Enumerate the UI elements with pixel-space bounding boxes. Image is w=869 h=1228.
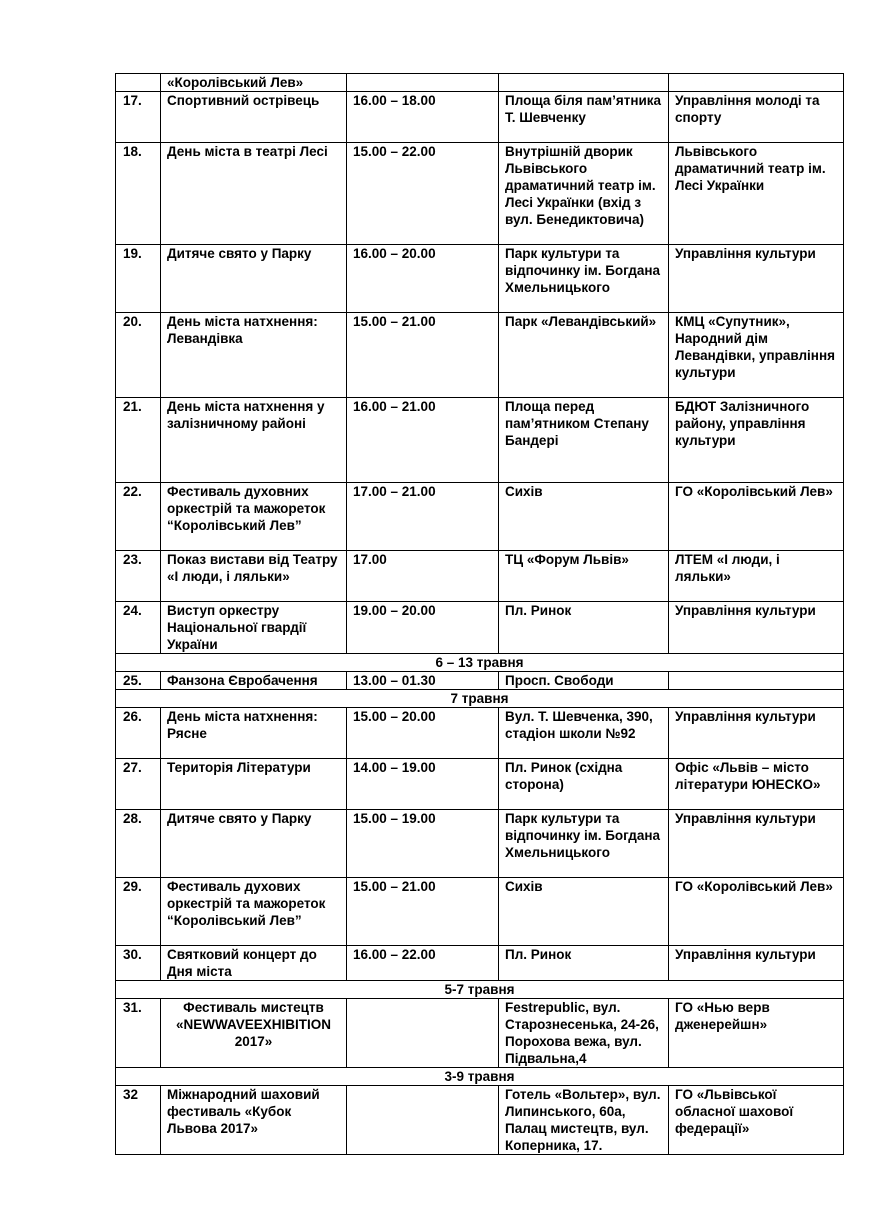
event-organizer-cell: Офіс «Львів – місто літератури ЮНЕСКО» xyxy=(669,759,844,810)
event-name-cell: Спортивний острівець xyxy=(161,92,347,143)
event-name-cell: День міста в театрі Лесі xyxy=(161,143,347,245)
event-organizer-cell: БДЮТ Залізничного району, управління культури xyxy=(669,398,844,483)
event-place-cell: Сихів xyxy=(499,878,669,946)
event-time-cell xyxy=(347,74,499,92)
event-name-cell: Фестиваль мистецтв «NEWWAVEEXHIBITION 2017» xyxy=(161,999,347,1068)
event-place-cell: Парк культури та відпочинку ім. Богдана Хмельницького xyxy=(499,810,669,878)
event-time-cell: 16.00 – 18.00 xyxy=(347,92,499,143)
event-place-cell: Вул. Т. Шевченка, 390, стадіон школи №92 xyxy=(499,708,669,759)
event-place-cell: Площа перед пам’ятником Степану Бандері xyxy=(499,398,669,483)
date-section-label: 3-9 травня xyxy=(116,1068,844,1086)
event-number-cell: 28. xyxy=(116,810,161,878)
event-name-cell: Фанзона Євробачення xyxy=(161,672,347,690)
event-time-cell: 17.00 xyxy=(347,551,499,602)
events-table xyxy=(115,73,844,1155)
event-time-cell: 16.00 – 21.00 xyxy=(347,398,499,483)
event-name-cell: Показ вистави від Театру «І люди, і ляльки» xyxy=(161,551,347,602)
event-time-cell: 15.00 – 22.00 xyxy=(347,143,499,245)
event-number-cell: 20. xyxy=(116,313,161,398)
date-section-row xyxy=(116,1068,844,1086)
event-row xyxy=(116,759,844,810)
event-row xyxy=(116,74,844,92)
event-number-cell: 18. xyxy=(116,143,161,245)
event-name-cell: «Королівський Лев» xyxy=(161,74,347,92)
event-time-cell xyxy=(347,999,499,1068)
event-place-cell xyxy=(499,74,669,92)
date-section-row xyxy=(116,690,844,708)
event-name-cell: Територія Літератури xyxy=(161,759,347,810)
event-name-cell: День міста натхнення у залізничному районі xyxy=(161,398,347,483)
event-row xyxy=(116,810,844,878)
event-row xyxy=(116,143,844,245)
event-organizer-cell: ГО «Нью верв дженерейшн» xyxy=(669,999,844,1068)
event-organizer-cell: ГО «Королівський Лев» xyxy=(669,483,844,551)
event-organizer-cell: Управління культури xyxy=(669,946,844,981)
event-organizer-cell: ГО «Львівської обласної шахової федерації» xyxy=(669,1086,844,1155)
event-place-cell: Просп. Свободи xyxy=(499,672,669,690)
event-number-cell: 26. xyxy=(116,708,161,759)
event-time-cell: 16.00 – 20.00 xyxy=(347,245,499,313)
event-number-cell: 30. xyxy=(116,946,161,981)
event-name-cell: Міжнародний шаховий фестиваль «Кубок Львова 2017» xyxy=(161,1086,347,1155)
event-name-cell: Святковий концерт до Дня міста xyxy=(161,946,347,981)
event-number-cell: 21. xyxy=(116,398,161,483)
date-section-row xyxy=(116,981,844,999)
event-row xyxy=(116,551,844,602)
event-organizer-cell: Управління культури xyxy=(669,810,844,878)
event-place-cell: Парк культури та відпочинку ім. Богдана Хмельницького xyxy=(499,245,669,313)
event-place-cell: Festrepublic, вул. Старознесенька, 24-26, Порохова вежа, вул. Підвальна,4 xyxy=(499,999,669,1068)
event-name-cell: Дитяче свято у Парку xyxy=(161,810,347,878)
event-time-cell: 17.00 – 21.00 xyxy=(347,483,499,551)
event-number-cell: 32 xyxy=(116,1086,161,1155)
event-number-cell xyxy=(116,74,161,92)
event-organizer-cell: Управління молоді та спорту xyxy=(669,92,844,143)
event-time-cell: 15.00 – 21.00 xyxy=(347,313,499,398)
event-name-cell: Фестиваль духових оркестрій та мажореток “Королівський Лев” xyxy=(161,878,347,946)
events-table-body xyxy=(116,74,844,1155)
event-number-cell: 17. xyxy=(116,92,161,143)
event-name-cell: Дитяче свято у Парку xyxy=(161,245,347,313)
date-section-row xyxy=(116,654,844,672)
event-place-cell: Пл. Ринок (східна сторона) xyxy=(499,759,669,810)
event-organizer-cell: ГО «Королівський Лев» xyxy=(669,878,844,946)
event-row xyxy=(116,1086,844,1155)
event-place-cell: ТЦ «Форум Львів» xyxy=(499,551,669,602)
date-section-label: 7 травня xyxy=(116,690,844,708)
event-organizer-cell: Управління культури xyxy=(669,245,844,313)
event-time-cell: 13.00 – 01.30 xyxy=(347,672,499,690)
event-row xyxy=(116,999,844,1068)
event-organizer-cell xyxy=(669,672,844,690)
event-organizer-cell: Управління культури xyxy=(669,602,844,654)
event-organizer-cell xyxy=(669,74,844,92)
event-time-cell: 19.00 – 20.00 xyxy=(347,602,499,654)
event-time-cell: 15.00 – 20.00 xyxy=(347,708,499,759)
event-row xyxy=(116,245,844,313)
event-number-cell: 29. xyxy=(116,878,161,946)
event-organizer-cell: Львівського драматичний театр ім. Лесі Українки xyxy=(669,143,844,245)
event-place-cell: Внутрішній дворик Львівського драматичний театр ім. Лесі Українки (вхід з вул. Бенедиктовича) xyxy=(499,143,669,245)
event-number-cell: 24. xyxy=(116,602,161,654)
event-name-cell: День міста натхнення: Рясне xyxy=(161,708,347,759)
event-organizer-cell: КМЦ «Супутник», Народний дім Левандівки, управління культури xyxy=(669,313,844,398)
event-time-cell: 15.00 – 21.00 xyxy=(347,878,499,946)
event-row xyxy=(116,672,844,690)
event-row xyxy=(116,398,844,483)
event-place-cell: Площа біля пам’ятника Т. Шевченку xyxy=(499,92,669,143)
event-row xyxy=(116,92,844,143)
event-row xyxy=(116,708,844,759)
event-place-cell: Парк «Левандівський» xyxy=(499,313,669,398)
event-row xyxy=(116,602,844,654)
event-time-cell: 14.00 – 19.00 xyxy=(347,759,499,810)
event-number-cell: 23. xyxy=(116,551,161,602)
event-number-cell: 19. xyxy=(116,245,161,313)
event-time-cell: 16.00 – 22.00 xyxy=(347,946,499,981)
event-time-cell: 15.00 – 19.00 xyxy=(347,810,499,878)
event-row xyxy=(116,313,844,398)
event-number-cell: 27. xyxy=(116,759,161,810)
event-number-cell: 25. xyxy=(116,672,161,690)
event-place-cell: Готель «Вольтер», вул. Липинського, 60а, Палац мистецтв, вул. Коперника, 17. xyxy=(499,1086,669,1155)
event-name-cell: Фестиваль духовних оркестрій та мажореток “Королівський Лев” xyxy=(161,483,347,551)
event-name-cell: День міста натхнення: Левандівка xyxy=(161,313,347,398)
date-section-label: 6 – 13 травня xyxy=(116,654,844,672)
event-time-cell xyxy=(347,1086,499,1155)
event-place-cell: Пл. Ринок xyxy=(499,602,669,654)
event-organizer-cell: ЛТЕМ «І люди, і ляльки» xyxy=(669,551,844,602)
event-place-cell: Сихів xyxy=(499,483,669,551)
event-number-cell: 22. xyxy=(116,483,161,551)
date-section-label: 5-7 травня xyxy=(116,981,844,999)
event-name-cell: Виступ оркестру Національної гвардії України xyxy=(161,602,347,654)
event-organizer-cell: Управління культури xyxy=(669,708,844,759)
event-row xyxy=(116,878,844,946)
event-place-cell: Пл. Ринок xyxy=(499,946,669,981)
event-row xyxy=(116,946,844,981)
event-row xyxy=(116,483,844,551)
event-number-cell: 31. xyxy=(116,999,161,1068)
